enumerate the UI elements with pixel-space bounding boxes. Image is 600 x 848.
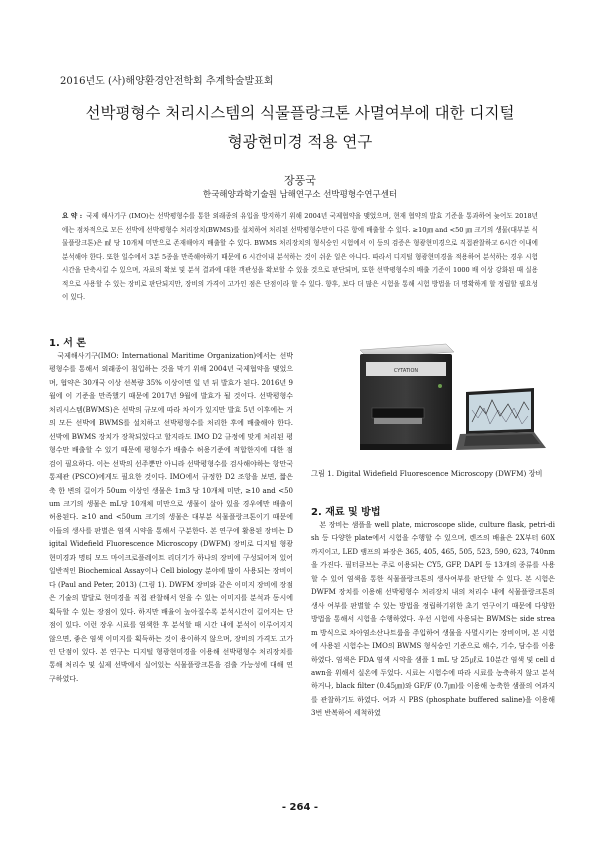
methods-body — [311, 519, 555, 721]
abstract — [62, 210, 538, 305]
device-brand-label: CYTATION — [393, 368, 419, 374]
abstract-text: 국제 해사기구 (IMO)는 선박평형수를 통한 외래종의 유입을 방지하기 위해 2004년 국제협약을 맺었으며, 현재 협약의 발효 기준을 통과하여 늦어도 2018년에는 점차적으로 모든 선박에 선박평형수 처리장치(BWMS)를 설치하여 처리된 선박평형수만이 다른 항에 배출할 수 있다. ≥10㎛ and <50 ㎛ 크기의 생물(대부분 식물플랑크톤)은 ㎖ 당 10개체 미만으로 존재해야지 배출할 수 있다. BWMS 처리장치의 형식승인 시험에서 이 등의 검증은 형광현미경으로 직접관찰하고 6시간 이내에 분석해야 한다. 또한 일수에서 3분 5종을 만족해야하기 때문에 6 시간이내 분석하는 것이 쉬운 일은 아니다. 따라서 디지털 형광현미경을 적용하여 분석하는 경우 시험 시간을 단축시킬 수 있으며, 자료의 확보 및 분석 결과에 대한 객관성을 확보할 수 있을 것으로 판단되며, 또한 선박평형수의 배출 기준이 1000 배 이상 강화된 때 실용적으로 사용할 수 있는 장비로 판단되지만, 장비의 가격이 고가인 점은 단점이라 할 수 있다. 향후, 보다 더 많은 시험을 통해 시험 방법을 더 명확하게 할 정립할 필요성이 있다. — [62, 212, 539, 301]
author-name: 장풍국 — [284, 174, 316, 187]
figure-caption: 그림 1. Digital Widefield Fluorescence Microscopy (DWFM) 장비 — [311, 469, 543, 478]
title-line-2: 형광현미경 적용 연구 — [227, 133, 373, 151]
title-line-1: 선박평형수 처리시스템의 식물플랑크톤 사멸여부에 대한 디지털 — [85, 104, 515, 122]
introduction-paragraph: 국제해사기구(IMO: International Maritime Organization)에서는 선박평형수를 통해서 외래종이 침입하는 것을 막기 위해 2004년 국제협약을 맺었으며, 협약은 30개국 이상 선복량 35% 이상이면 일 년 뒤 발효가 된다. 2016년 9월에 이 기준을 만족했기 때문에 2017년 9월에 발효가 될 것이다. 선박평형수 처리시스템(BWMS)은 선박의 규모에 따라 차이가 있지만 발효 5년 이후에는 거의 모든 선박에 BWMS를 설치하고 선박평형수를 처리한 후에 배출해야 한다. 선박에 BWMS 장치가 장착되었다고 할지라도 IMO D2 규정에 맞게 처리된 평형수만 배출할 수 있기 때문에 평형수가 배출수 허용기준에 적합한지에 대한 점검이 필요하다. 이는 선박의 선주뿐만 아니라 선박평형수를 검사해야하는 항만국 통제관 (PSCO)에게도 필요한 것이다. IMO에서 규정한 D2 조항을 보면, 짧은 축 한 변의 길이가 50um 이상인 생물은 1m3 당 10개체 미만, ≥10 and <50um 크기의 생물은 mL당 10개체 미만으로 생물이 살아 있을 경우에만 배출이 허용된다. ≥10 and <50um 크기의 생물은 대부분 식물플랑크톤이기 때문에 이들의 생사를 판별은 염색 시약을 통해서 구분한다. 본 연구에 활용된 장비는 Digital Widefield Fluorescence Microscopy (DWFM) 장비로 디지털 형광 현미경과 명티 모드 마이크로플레이트 리더기가 하나의 장비에 구성되어져 있어 일반적인 Biochemical Assay이나 Cell biology 분야에 많이 사용되는 장비이다 (Paul and Peter, 2013) (그림 1). DWFM 장비와 같은 이미지 장비에 장점은 기술의 발달로 현미경을 직접 관찰해서 얻을 수 있는 이미지를 분석과 동시에 획득할 수 있는 장점이 있다. 하지만 배율이 높아질수록 분석시간이 길어지는 단점이 있다. 이런 장우 시료를 염색한 후 분석할 때 시간 내에 분석이 이루어지지 않으면, 좋은 염색 이미지를 획득하는 것이 용이하지 않으며, 장비의 가격도 고가인 단점이 있다. 본 연구는 디지털 형광현미경을 이용해 선박평형수 처리장치를 통해 처리수 및 실제 선박에서 실어있는 식물플랑크톤을 검출 가능성에 대해 연구하였다. — [49, 352, 293, 683]
page-number: - 264 - — [281, 802, 319, 813]
introduction-body — [49, 350, 293, 686]
section-heading-methods: 2. 재료 및 방법 — [311, 507, 381, 518]
section-heading-introduction: 1. 서 론 — [49, 338, 87, 349]
abstract-label: 요 약 : — [62, 212, 83, 220]
microscope-laptop-photo — [320, 336, 548, 461]
paper-title — [40, 99, 560, 157]
author-affiliation: 한국해양과학기술원 남해연구소 선박평형수연구센터 — [202, 190, 398, 200]
methods-paragraph: 본 장비는 샘플을 well plate, microscope slide, culture flask, petri-dish 등 다양한 plate에서 시험을 수행할 수 있으며, 렌즈의 배율은 2X부터 60X까지이고, LED 램프의 파장은 365, 405, 465, 505, 523, 590, 623, 740nm을 가진다. 필터큐브는 주로 이용되는 CY5, GFP, DAPI 등 13개의 종류를 사용할 수 있어 염색을 통한 식물플랑크톤의 생사여부를 판단할 수 있다. 본 시험은 DWFM 장치를 이용해 선박평형수 처리장치 내의 처리수 내에 식물플랑크톤의 생사 여부를 판별할 수 있는 방법을 정립하기위한 초기 연구이기 때문에 다양한 방법을 통해서 시험을 수행하였다. 우선 시험에 사용되는 BWMS는 side stream 방식으로 차아염소산나트륨을 주입하여 생물을 사멸시키는 장비이며, 본 시험에 사용된 시험수는 IMO의 BWMS 형식승인 기준으로 해수, 기수, 담수를 이용하였다. 염색은 FDA 염색 시약을 샘플 1 mL 당 25㎕로 10분간 염색 및 cell dawn을 위해서 실온에 두었다. 시료는 시험수에 따라 시료를 농축하지 않고 분석하거나, black filter (0.45㎛)와 GF/F (0.7㎛)를 이용해 농축한 샘플의 여과지를 관찰하기도 하였다. 여과 시 PBS (phosphate buffered saline)을 이용해 3번 반복하여 세척하였 — [311, 521, 555, 718]
microscope-unit — [360, 344, 454, 450]
conference-header: 2016년도 (사)해양환경안전학회 추계학술발표회 — [60, 76, 274, 87]
figure-dwfm-device — [320, 336, 548, 461]
laptop — [456, 388, 546, 450]
